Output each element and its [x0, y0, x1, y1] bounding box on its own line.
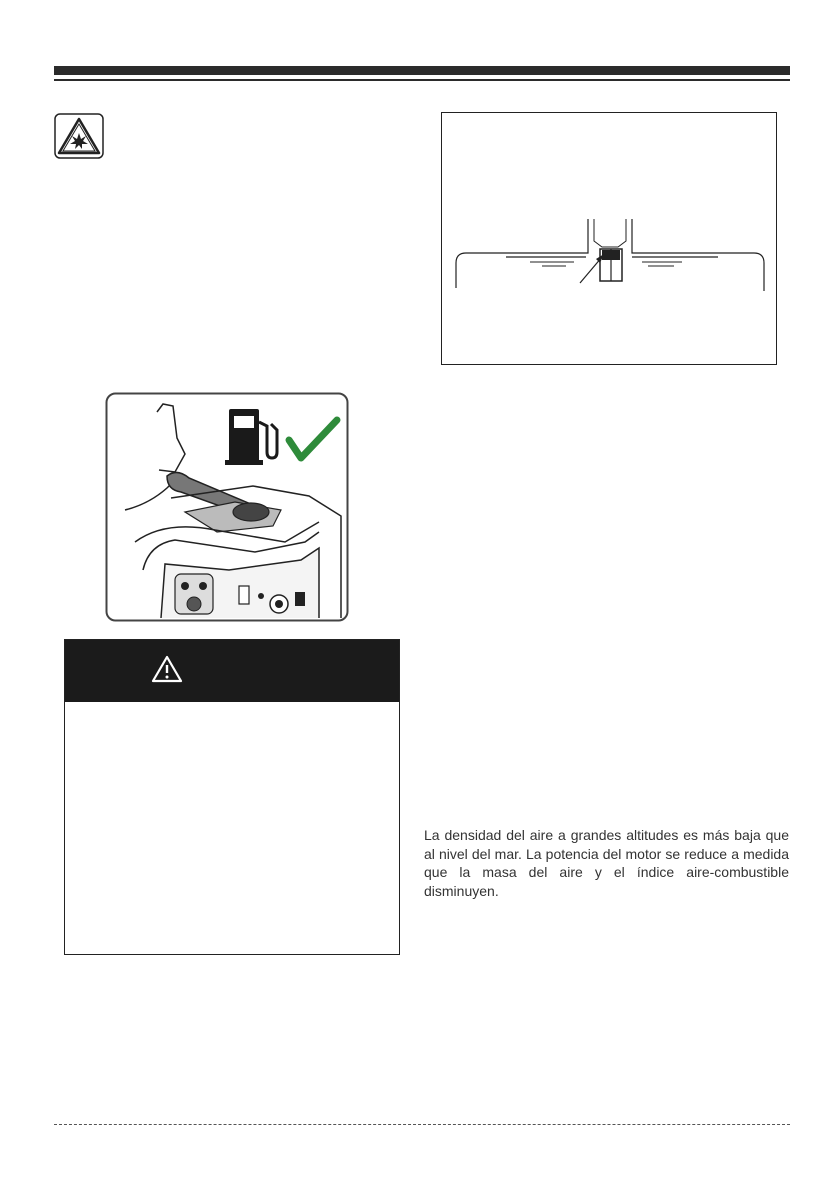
altitude-paragraph: La densidad del aire a grandes altitudes es más baja que al nivel del mar. La potencia del motor se reduce a medida que la masa del aire y el índice aire-combustible disminuyen. — [424, 827, 789, 899]
header-rule-thick — [54, 66, 790, 75]
warning-box — [64, 639, 400, 955]
refuel-illustration — [105, 392, 349, 622]
warning-header — [65, 640, 399, 702]
header-rule-thin — [54, 79, 790, 81]
explosion-hazard-icon — [54, 113, 104, 159]
footer-rule — [54, 1124, 790, 1125]
fuel-tank-level-diagram — [441, 112, 777, 365]
warning-triangle-icon — [151, 655, 183, 683]
